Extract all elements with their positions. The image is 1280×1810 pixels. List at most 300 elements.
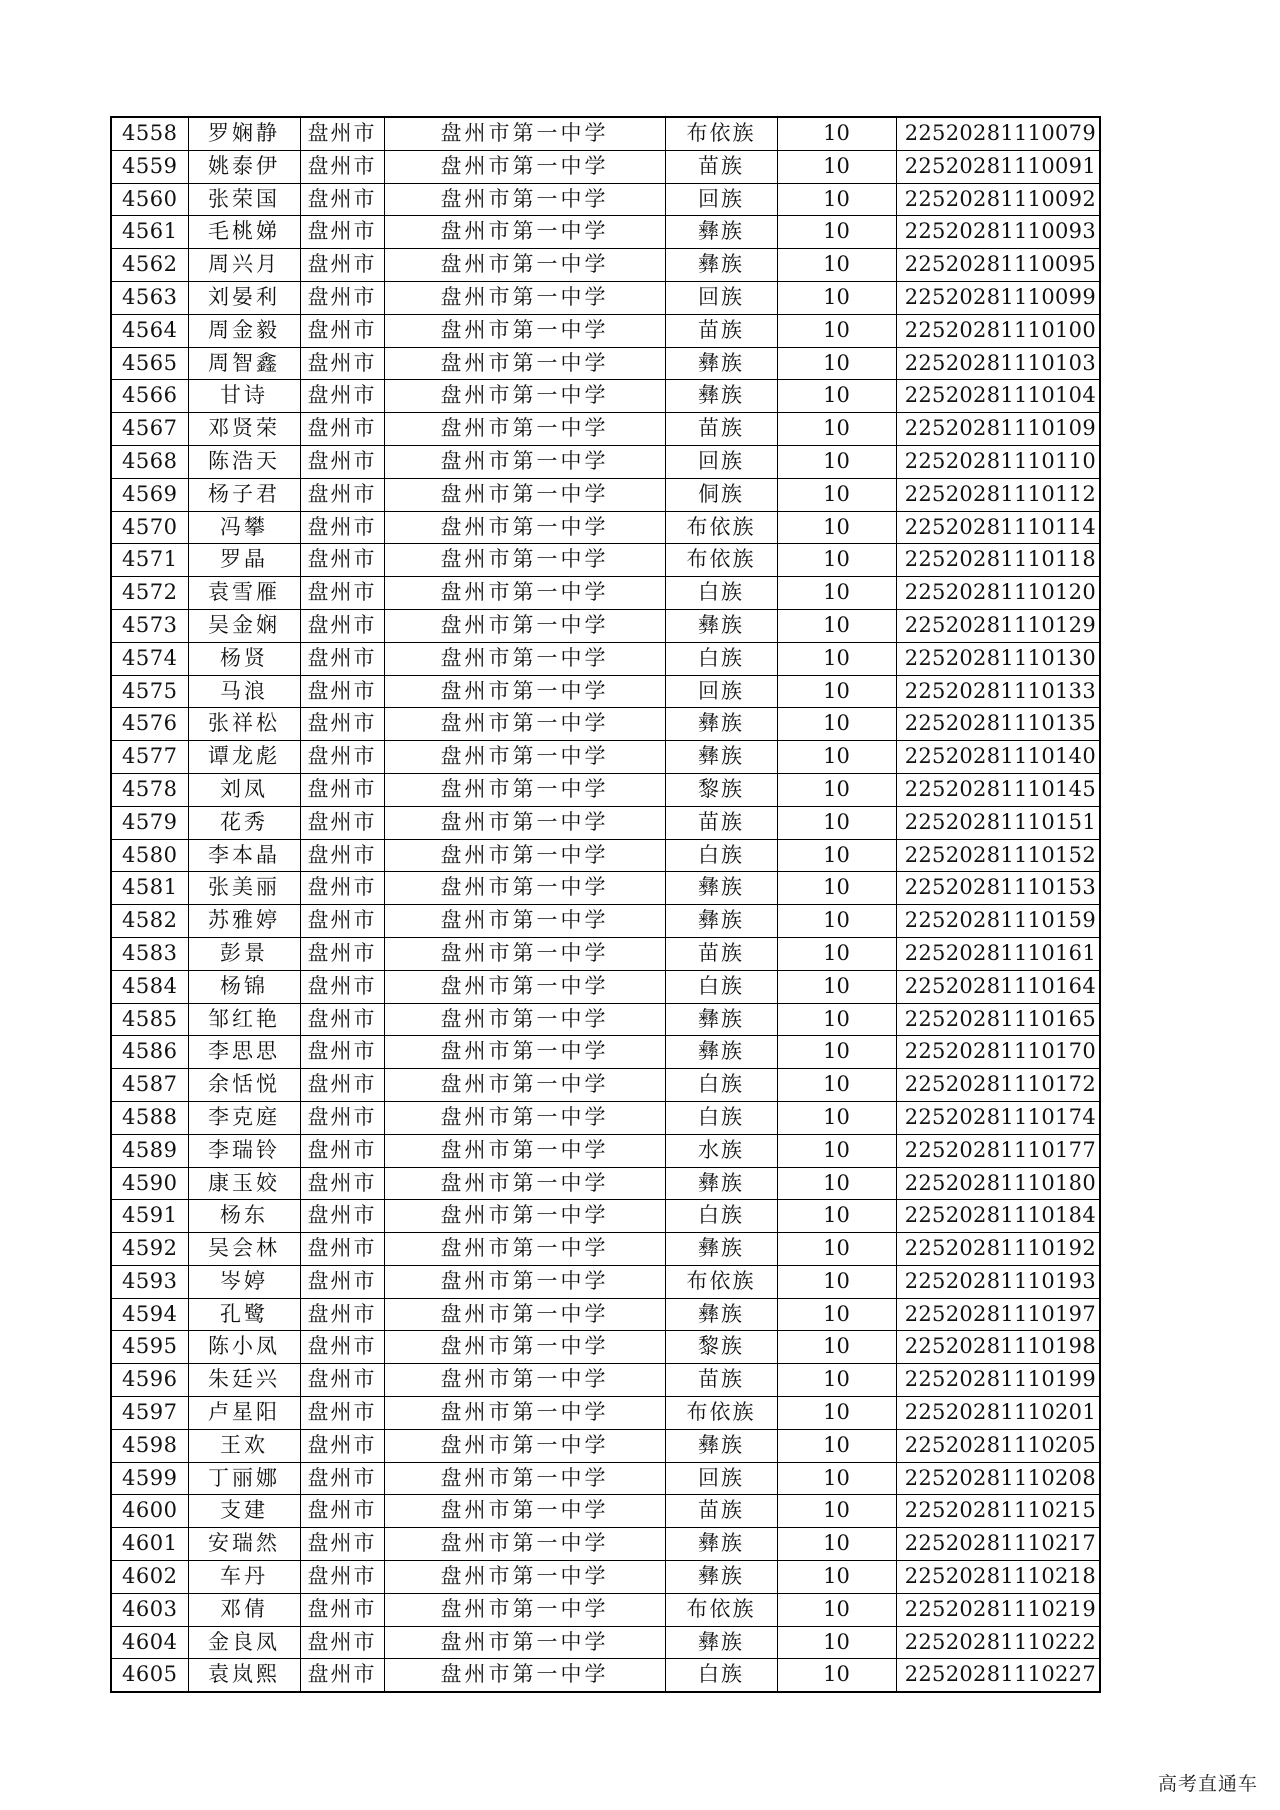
grade-cell: 10 — [777, 249, 896, 282]
student-id-cell: 22520281110164 — [896, 970, 1100, 1003]
student-id-cell: 22520281110092 — [896, 183, 1100, 216]
ethnicity-cell: 彝族 — [665, 347, 777, 380]
city-cell: 盘州市 — [300, 183, 384, 216]
student-name-cell: 陈浩天 — [188, 445, 300, 478]
row-number-cell: 4569 — [111, 478, 188, 511]
school-cell: 盘州市第一中学 — [384, 1462, 665, 1495]
student-id-cell: 22520281110222 — [896, 1626, 1100, 1659]
student-id-cell: 22520281110099 — [896, 281, 1100, 314]
city-cell: 盘州市 — [300, 1397, 384, 1430]
student-name-cell: 安瑞然 — [188, 1528, 300, 1561]
city-cell: 盘州市 — [300, 609, 384, 642]
city-cell: 盘州市 — [300, 1167, 384, 1200]
table-row — [111, 773, 1100, 806]
grade-cell: 10 — [777, 1364, 896, 1397]
student-id-cell: 22520281110120 — [896, 577, 1100, 610]
table-row — [111, 872, 1100, 905]
table-row — [111, 839, 1100, 872]
table-row — [111, 1659, 1100, 1692]
row-number-cell: 4585 — [111, 1003, 188, 1036]
row-number-cell: 4604 — [111, 1626, 188, 1659]
table-row — [111, 642, 1100, 675]
ethnicity-cell: 彝族 — [665, 1561, 777, 1594]
school-cell: 盘州市第一中学 — [384, 1593, 665, 1626]
student-name-cell: 马浪 — [188, 675, 300, 708]
row-number-cell: 4603 — [111, 1593, 188, 1626]
ethnicity-cell: 水族 — [665, 1134, 777, 1167]
student-id-cell: 22520281110151 — [896, 806, 1100, 839]
row-number-cell: 4595 — [111, 1331, 188, 1364]
student-name-cell: 杨子君 — [188, 478, 300, 511]
student-id-cell: 22520281110145 — [896, 773, 1100, 806]
ethnicity-cell: 彝族 — [665, 1003, 777, 1036]
city-cell: 盘州市 — [300, 1429, 384, 1462]
school-cell: 盘州市第一中学 — [384, 839, 665, 872]
table-row — [111, 1069, 1100, 1102]
student-name-cell: 张祥松 — [188, 708, 300, 741]
table-row — [111, 150, 1100, 183]
row-number-cell: 4583 — [111, 937, 188, 970]
student-id-cell: 22520281110100 — [896, 314, 1100, 347]
ethnicity-cell: 白族 — [665, 1101, 777, 1134]
table-row — [111, 1364, 1100, 1397]
ethnicity-cell: 彝族 — [665, 1429, 777, 1462]
row-number-cell: 4566 — [111, 380, 188, 413]
grade-cell: 10 — [777, 1495, 896, 1528]
row-number-cell: 4590 — [111, 1167, 188, 1200]
student-name-cell: 余恬悦 — [188, 1069, 300, 1102]
table-row — [111, 314, 1100, 347]
city-cell: 盘州市 — [300, 1364, 384, 1397]
grade-cell: 10 — [777, 741, 896, 774]
grade-cell: 10 — [777, 347, 896, 380]
table-row — [111, 937, 1100, 970]
table-row — [111, 1200, 1100, 1233]
table-row — [111, 1626, 1100, 1659]
school-cell: 盘州市第一中学 — [384, 216, 665, 249]
ethnicity-cell: 彝族 — [665, 708, 777, 741]
table-row — [111, 183, 1100, 216]
grade-cell: 10 — [777, 1101, 896, 1134]
ethnicity-cell: 彝族 — [665, 1298, 777, 1331]
ethnicity-cell: 布依族 — [665, 1265, 777, 1298]
student-id-cell: 22520281110140 — [896, 741, 1100, 774]
table-row — [111, 1331, 1100, 1364]
school-cell: 盘州市第一中学 — [384, 413, 665, 446]
grade-cell: 10 — [777, 1462, 896, 1495]
student-id-cell: 22520281110159 — [896, 905, 1100, 938]
school-cell: 盘州市第一中学 — [384, 872, 665, 905]
ethnicity-cell: 回族 — [665, 445, 777, 478]
row-number-cell: 4574 — [111, 642, 188, 675]
grade-cell: 10 — [777, 609, 896, 642]
city-cell: 盘州市 — [300, 1593, 384, 1626]
grade-cell: 10 — [777, 839, 896, 872]
student-id-cell: 22520281110201 — [896, 1397, 1100, 1430]
school-cell: 盘州市第一中学 — [384, 905, 665, 938]
school-cell: 盘州市第一中学 — [384, 1265, 665, 1298]
row-number-cell: 4601 — [111, 1528, 188, 1561]
table-row — [111, 511, 1100, 544]
school-cell: 盘州市第一中学 — [384, 544, 665, 577]
student-id-cell: 22520281110114 — [896, 511, 1100, 544]
student-name-cell: 周金毅 — [188, 314, 300, 347]
school-cell: 盘州市第一中学 — [384, 1659, 665, 1692]
student-name-cell: 杨东 — [188, 1200, 300, 1233]
student-id-cell: 22520281110172 — [896, 1069, 1100, 1102]
grade-cell: 10 — [777, 1200, 896, 1233]
city-cell: 盘州市 — [300, 216, 384, 249]
student-name-cell: 邹红艳 — [188, 1003, 300, 1036]
city-cell: 盘州市 — [300, 1331, 384, 1364]
student-name-cell: 姚泰伊 — [188, 150, 300, 183]
row-number-cell: 4587 — [111, 1069, 188, 1102]
city-cell: 盘州市 — [300, 1134, 384, 1167]
school-cell: 盘州市第一中学 — [384, 150, 665, 183]
student-id-cell: 22520281110130 — [896, 642, 1100, 675]
grade-cell: 10 — [777, 675, 896, 708]
ethnicity-cell: 侗族 — [665, 478, 777, 511]
student-id-cell: 22520281110133 — [896, 675, 1100, 708]
student-id-cell: 22520281110135 — [896, 708, 1100, 741]
student-id-cell: 22520281110198 — [896, 1331, 1100, 1364]
school-cell: 盘州市第一中学 — [384, 1069, 665, 1102]
grade-cell: 10 — [777, 1233, 896, 1266]
city-cell: 盘州市 — [300, 675, 384, 708]
student-name-cell: 李克庭 — [188, 1101, 300, 1134]
student-name-cell: 吴金娴 — [188, 609, 300, 642]
ethnicity-cell: 苗族 — [665, 413, 777, 446]
school-cell: 盘州市第一中学 — [384, 642, 665, 675]
ethnicity-cell: 彝族 — [665, 216, 777, 249]
city-cell: 盘州市 — [300, 150, 384, 183]
school-cell: 盘州市第一中学 — [384, 1233, 665, 1266]
student-id-cell: 22520281110208 — [896, 1462, 1100, 1495]
city-cell: 盘州市 — [300, 511, 384, 544]
student-id-cell: 22520281110227 — [896, 1659, 1100, 1692]
school-cell: 盘州市第一中学 — [384, 970, 665, 1003]
row-number-cell: 4579 — [111, 806, 188, 839]
student-id-cell: 22520281110184 — [896, 1200, 1100, 1233]
grade-cell: 10 — [777, 1397, 896, 1430]
grade-cell: 10 — [777, 1659, 896, 1692]
row-number-cell: 4580 — [111, 839, 188, 872]
grade-cell: 10 — [777, 806, 896, 839]
row-number-cell: 4581 — [111, 872, 188, 905]
table-row — [111, 1265, 1100, 1298]
ethnicity-cell: 白族 — [665, 577, 777, 610]
school-cell: 盘州市第一中学 — [384, 577, 665, 610]
student-id-cell: 22520281110215 — [896, 1495, 1100, 1528]
grade-cell: 10 — [777, 1134, 896, 1167]
table-row — [111, 741, 1100, 774]
city-cell: 盘州市 — [300, 1200, 384, 1233]
student-id-cell: 22520281110177 — [896, 1134, 1100, 1167]
student-name-cell: 周智鑫 — [188, 347, 300, 380]
table-row — [111, 1495, 1100, 1528]
grade-cell: 10 — [777, 970, 896, 1003]
school-cell: 盘州市第一中学 — [384, 675, 665, 708]
grade-cell: 10 — [777, 937, 896, 970]
student-id-cell: 22520281110104 — [896, 380, 1100, 413]
row-number-cell: 4567 — [111, 413, 188, 446]
grade-cell: 10 — [777, 183, 896, 216]
city-cell: 盘州市 — [300, 249, 384, 282]
row-number-cell: 4571 — [111, 544, 188, 577]
student-name-cell: 彭景 — [188, 937, 300, 970]
student-name-cell: 花秀 — [188, 806, 300, 839]
table-row — [111, 1397, 1100, 1430]
student-name-cell: 王欢 — [188, 1429, 300, 1462]
ethnicity-cell: 彝族 — [665, 872, 777, 905]
student-id-cell: 22520281110197 — [896, 1298, 1100, 1331]
grade-cell: 10 — [777, 577, 896, 610]
student-id-cell: 22520281110152 — [896, 839, 1100, 872]
row-number-cell: 4582 — [111, 905, 188, 938]
student-id-cell: 22520281110095 — [896, 249, 1100, 282]
city-cell: 盘州市 — [300, 1036, 384, 1069]
grade-cell: 10 — [777, 413, 896, 446]
ethnicity-cell: 彝族 — [665, 1626, 777, 1659]
student-name-cell: 李瑞铃 — [188, 1134, 300, 1167]
row-number-cell: 4559 — [111, 150, 188, 183]
grade-cell: 10 — [777, 642, 896, 675]
grade-cell: 10 — [777, 1561, 896, 1594]
grade-cell: 10 — [777, 773, 896, 806]
grade-cell: 10 — [777, 1265, 896, 1298]
row-number-cell: 4572 — [111, 577, 188, 610]
table-row — [111, 1528, 1100, 1561]
student-name-cell: 周兴月 — [188, 249, 300, 282]
grade-cell: 10 — [777, 478, 896, 511]
ethnicity-cell: 回族 — [665, 1462, 777, 1495]
student-id-cell: 22520281110093 — [896, 216, 1100, 249]
school-cell: 盘州市第一中学 — [384, 1528, 665, 1561]
student-name-cell: 李思思 — [188, 1036, 300, 1069]
student-id-cell: 22520281110118 — [896, 544, 1100, 577]
student-id-cell: 22520281110110 — [896, 445, 1100, 478]
city-cell: 盘州市 — [300, 445, 384, 478]
ethnicity-cell: 彝族 — [665, 1167, 777, 1200]
table-row — [111, 478, 1100, 511]
row-number-cell: 4562 — [111, 249, 188, 282]
row-number-cell: 4575 — [111, 675, 188, 708]
table-row — [111, 609, 1100, 642]
city-cell: 盘州市 — [300, 314, 384, 347]
grade-cell: 10 — [777, 1528, 896, 1561]
student-id-cell: 22520281110170 — [896, 1036, 1100, 1069]
school-cell: 盘州市第一中学 — [384, 741, 665, 774]
school-cell: 盘州市第一中学 — [384, 1101, 665, 1134]
city-cell: 盘州市 — [300, 1561, 384, 1594]
ethnicity-cell: 彝族 — [665, 609, 777, 642]
school-cell: 盘州市第一中学 — [384, 445, 665, 478]
school-cell: 盘州市第一中学 — [384, 1561, 665, 1594]
grade-cell: 10 — [777, 150, 896, 183]
student-id-cell: 22520281110180 — [896, 1167, 1100, 1200]
row-number-cell: 4558 — [111, 117, 188, 150]
city-cell: 盘州市 — [300, 1462, 384, 1495]
ethnicity-cell: 白族 — [665, 1200, 777, 1233]
grade-cell: 10 — [777, 905, 896, 938]
city-cell: 盘州市 — [300, 708, 384, 741]
city-cell: 盘州市 — [300, 1233, 384, 1266]
grade-cell: 10 — [777, 380, 896, 413]
table-row — [111, 1233, 1100, 1266]
ethnicity-cell: 苗族 — [665, 150, 777, 183]
student-id-cell: 22520281110205 — [896, 1429, 1100, 1462]
table-row — [111, 1134, 1100, 1167]
row-number-cell: 4586 — [111, 1036, 188, 1069]
table-row — [111, 380, 1100, 413]
table-row — [111, 1561, 1100, 1594]
table-row — [111, 1429, 1100, 1462]
ethnicity-cell: 黎族 — [665, 1331, 777, 1364]
city-cell: 盘州市 — [300, 1626, 384, 1659]
school-cell: 盘州市第一中学 — [384, 1429, 665, 1462]
student-name-cell: 谭龙彪 — [188, 741, 300, 774]
student-name-cell: 张荣国 — [188, 183, 300, 216]
table-row — [111, 577, 1100, 610]
table-row — [111, 806, 1100, 839]
grade-cell: 10 — [777, 1593, 896, 1626]
row-number-cell: 4570 — [111, 511, 188, 544]
city-cell: 盘州市 — [300, 577, 384, 610]
row-number-cell: 4600 — [111, 1495, 188, 1528]
table-row — [111, 1101, 1100, 1134]
city-cell: 盘州市 — [300, 937, 384, 970]
student-name-cell: 金良凤 — [188, 1626, 300, 1659]
student-id-cell: 22520281110174 — [896, 1101, 1100, 1134]
grade-cell: 10 — [777, 708, 896, 741]
school-cell: 盘州市第一中学 — [384, 1626, 665, 1659]
city-cell: 盘州市 — [300, 544, 384, 577]
table-row — [111, 347, 1100, 380]
school-cell: 盘州市第一中学 — [384, 1036, 665, 1069]
ethnicity-cell: 彝族 — [665, 741, 777, 774]
grade-cell: 10 — [777, 872, 896, 905]
ethnicity-cell: 苗族 — [665, 1495, 777, 1528]
student-id-cell: 22520281110103 — [896, 347, 1100, 380]
city-cell: 盘州市 — [300, 281, 384, 314]
row-number-cell: 4578 — [111, 773, 188, 806]
table-row — [111, 249, 1100, 282]
ethnicity-cell: 苗族 — [665, 806, 777, 839]
student-id-cell: 22520281110199 — [896, 1364, 1100, 1397]
ethnicity-cell: 黎族 — [665, 773, 777, 806]
table-row — [111, 1462, 1100, 1495]
grade-cell: 10 — [777, 1069, 896, 1102]
table-row — [111, 905, 1100, 938]
student-id-cell: 22520281110153 — [896, 872, 1100, 905]
ethnicity-cell: 彝族 — [665, 1233, 777, 1266]
row-number-cell: 4602 — [111, 1561, 188, 1594]
student-name-cell: 车丹 — [188, 1561, 300, 1594]
student-id-cell: 22520281110193 — [896, 1265, 1100, 1298]
school-cell: 盘州市第一中学 — [384, 183, 665, 216]
ethnicity-cell: 回族 — [665, 675, 777, 708]
row-number-cell: 4594 — [111, 1298, 188, 1331]
grade-cell: 10 — [777, 1003, 896, 1036]
student-name-cell: 孔鹭 — [188, 1298, 300, 1331]
city-cell: 盘州市 — [300, 741, 384, 774]
student-name-cell: 毛桃娣 — [188, 216, 300, 249]
row-number-cell: 4568 — [111, 445, 188, 478]
row-number-cell: 4605 — [111, 1659, 188, 1692]
school-cell: 盘州市第一中学 — [384, 117, 665, 150]
student-name-cell: 杨贤 — [188, 642, 300, 675]
school-cell: 盘州市第一中学 — [384, 314, 665, 347]
table-row — [111, 1298, 1100, 1331]
student-id-cell: 22520281110218 — [896, 1561, 1100, 1594]
table-row — [111, 675, 1100, 708]
city-cell: 盘州市 — [300, 642, 384, 675]
ethnicity-cell: 苗族 — [665, 314, 777, 347]
row-number-cell: 4593 — [111, 1265, 188, 1298]
ethnicity-cell: 白族 — [665, 1069, 777, 1102]
student-name-cell: 邓倩 — [188, 1593, 300, 1626]
school-cell: 盘州市第一中学 — [384, 937, 665, 970]
ethnicity-cell: 白族 — [665, 642, 777, 675]
row-number-cell: 4576 — [111, 708, 188, 741]
grade-cell: 10 — [777, 1298, 896, 1331]
student-id-cell: 22520281110109 — [896, 413, 1100, 446]
student-name-cell: 罗晶 — [188, 544, 300, 577]
student-name-cell: 袁岚熙 — [188, 1659, 300, 1692]
student-name-cell: 吴会林 — [188, 1233, 300, 1266]
ethnicity-cell: 彝族 — [665, 1036, 777, 1069]
grade-cell: 10 — [777, 544, 896, 577]
school-cell: 盘州市第一中学 — [384, 380, 665, 413]
city-cell: 盘州市 — [300, 1495, 384, 1528]
student-id-cell: 22520281110217 — [896, 1528, 1100, 1561]
row-number-cell: 4573 — [111, 609, 188, 642]
student-name-cell: 陈小凤 — [188, 1331, 300, 1364]
ethnicity-cell: 回族 — [665, 183, 777, 216]
student-name-cell: 袁雪雁 — [188, 577, 300, 610]
school-cell: 盘州市第一中学 — [384, 1134, 665, 1167]
row-number-cell: 4565 — [111, 347, 188, 380]
city-cell: 盘州市 — [300, 1298, 384, 1331]
school-cell: 盘州市第一中学 — [384, 347, 665, 380]
student-name-cell: 甘诗 — [188, 380, 300, 413]
grade-cell: 10 — [777, 1036, 896, 1069]
city-cell: 盘州市 — [300, 1003, 384, 1036]
row-number-cell: 4596 — [111, 1364, 188, 1397]
student-name-cell: 李本晶 — [188, 839, 300, 872]
grade-cell: 10 — [777, 281, 896, 314]
ethnicity-cell: 彝族 — [665, 1528, 777, 1561]
school-cell: 盘州市第一中学 — [384, 708, 665, 741]
city-cell: 盘州市 — [300, 1659, 384, 1692]
school-cell: 盘州市第一中学 — [384, 1331, 665, 1364]
row-number-cell: 4597 — [111, 1397, 188, 1430]
grade-cell: 10 — [777, 1429, 896, 1462]
row-number-cell: 4560 — [111, 183, 188, 216]
ethnicity-cell: 彝族 — [665, 380, 777, 413]
school-cell: 盘州市第一中学 — [384, 1495, 665, 1528]
table-row — [111, 216, 1100, 249]
student-name-cell: 邓贤荣 — [188, 413, 300, 446]
ethnicity-cell: 白族 — [665, 970, 777, 1003]
grade-cell: 10 — [777, 117, 896, 150]
school-cell: 盘州市第一中学 — [384, 773, 665, 806]
grade-cell: 10 — [777, 511, 896, 544]
ethnicity-cell: 布依族 — [665, 1397, 777, 1430]
student-name-cell: 刘凤 — [188, 773, 300, 806]
student-name-cell: 康玉姣 — [188, 1167, 300, 1200]
row-number-cell: 4589 — [111, 1134, 188, 1167]
